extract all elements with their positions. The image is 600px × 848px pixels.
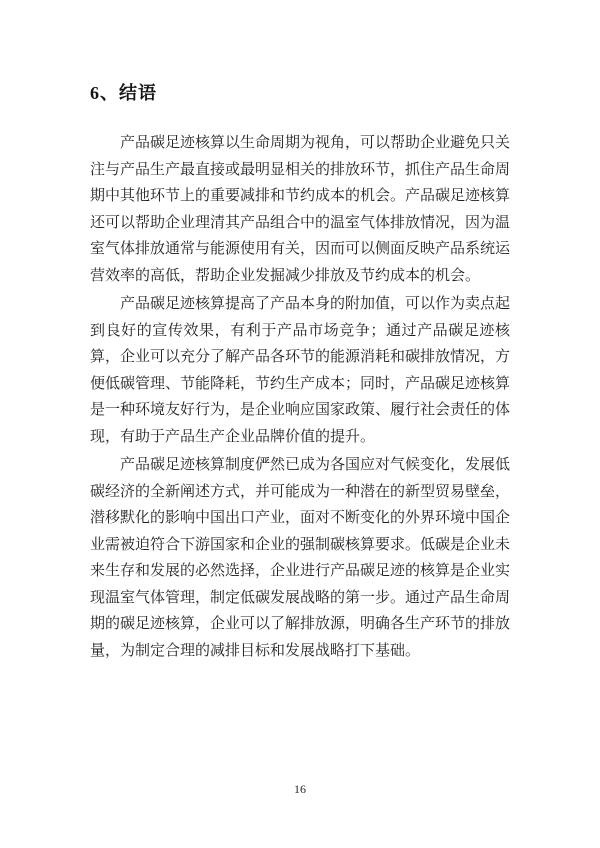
paragraph-3: 产品碳足迹核算制度俨然已成为各国应对气候变化，发展低碳经济的全新阐述方式，并可能成为一种潜在的新型贸易壁垒，潜移默化的影响中国出口产业，面对不断变化的外界环境中国企业需被迫符合下游国家和企业的强制碳核算要求。低碳是企业未来生存和发展的必然选择，企业进行产品碳足迹的核算是企业实现温室气体管理，制定低碳发展战略的第一步。通过产品生命周期的碳足迹核算，企业可以了解排放源，明确各生产环节的排放量，为制定合理的减排目标和发展战略打下基础。 (90, 457, 511, 659)
document-content (90, 82, 510, 666)
page-number: 16 (294, 782, 306, 796)
section-heading: 6、结语 (90, 83, 157, 103)
page-footer (0, 780, 600, 798)
paragraph-2: 产品碳足迹核算提高了产品本身的附加值，可以作为卖点起到良好的宣传效果，有利于产品市场竞争；通过产品碳足迹核算，企业可以充分了解产品各环节的能源消耗和碳排放情况，方便低碳管理、节能降耗，节约生产成本；同时，产品碳足迹核算是一种环境友好行为，是企业响应国家政策、履行社会责任的体现，有助于产品生产企业品牌价值的提升。 (90, 296, 511, 445)
paragraph-1: 产品碳足迹核算以生命周期为视角，可以帮助企业避免只关注与产品生产最直接或最明显相关的排放环节，抓住产品生命周期中其他环节上的重要减排和节约成本的机会。产品碳足迹核算还可以帮助企业理清其产品组合中的温室气体排放情况，因为温室气体排放通常与能源使用有关，因而可以侧面反映产品系统运营效率的高低，帮助企业发掘减少排放及节约成本的机会。 (90, 135, 511, 284)
